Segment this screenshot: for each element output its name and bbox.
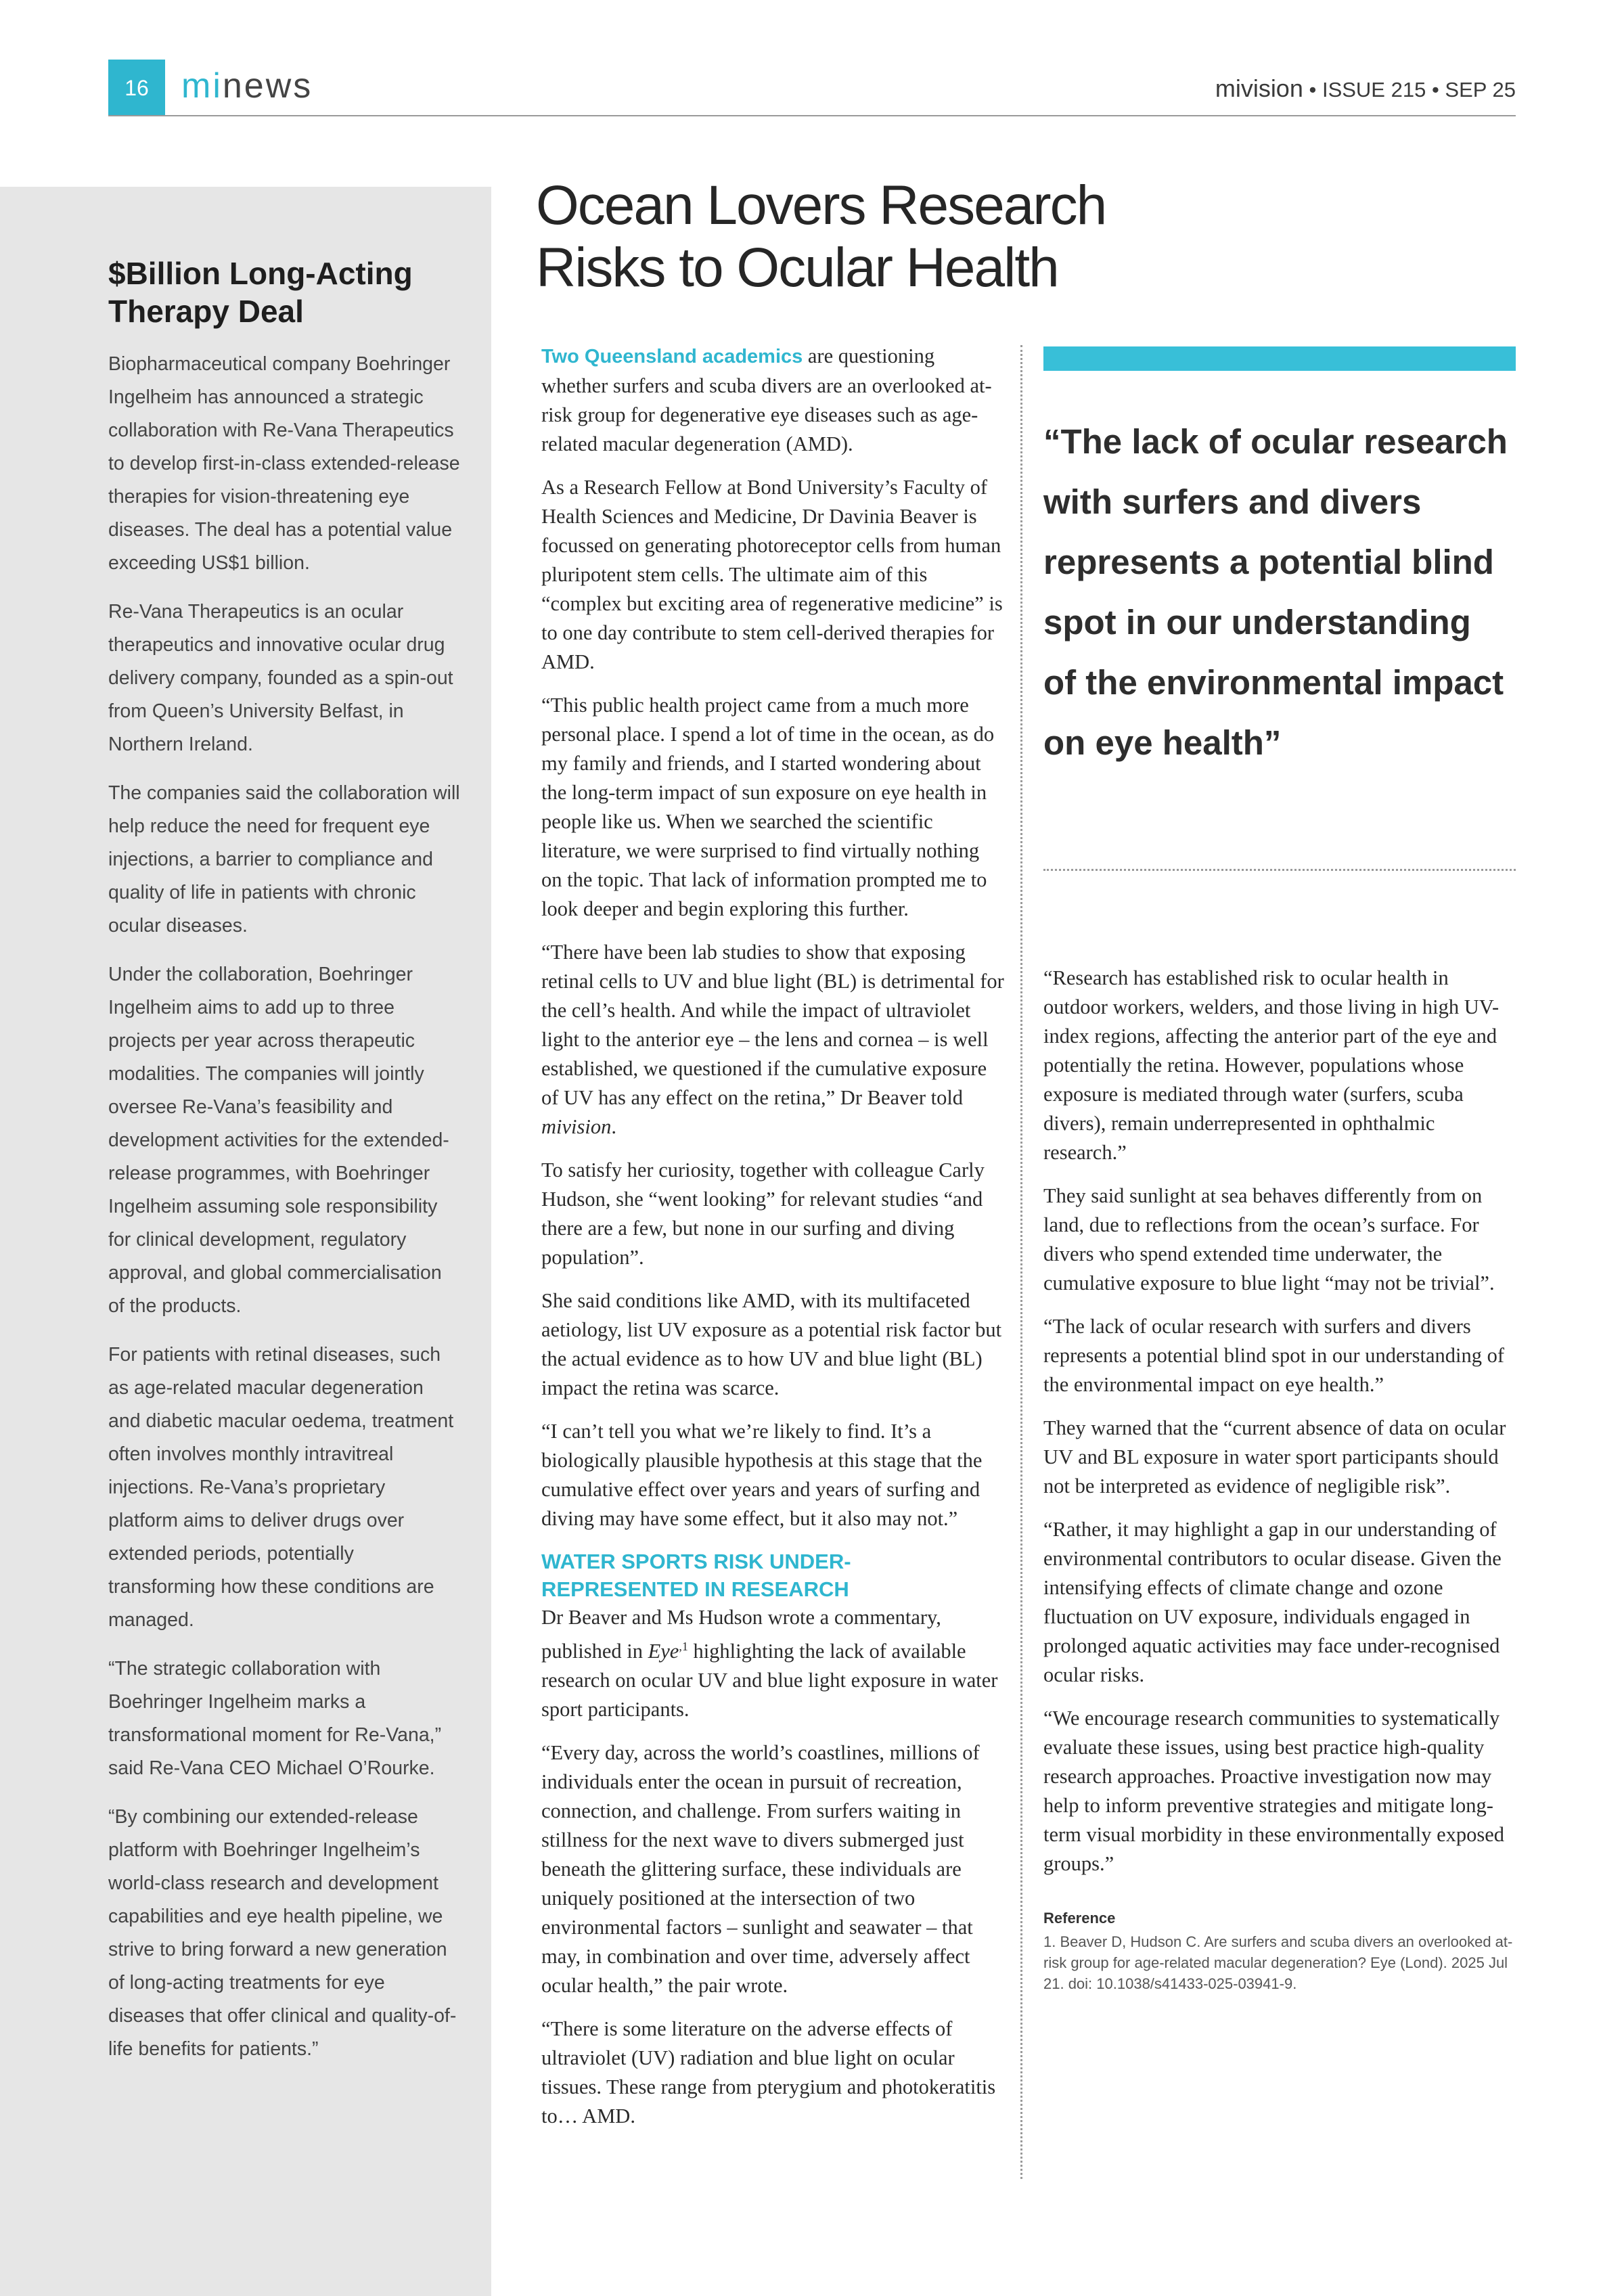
article-paragraph: “We encourage research communities to systematically evaluate these issues, using best practice high-quality research approaches. Proactive investigation now may help to inform preventive strategies and mitigate long-term visual morbidity in these environmentally exposed groups.” [1043,1707,1505,1875]
separator-2: • [1426,78,1445,102]
section-name [181,62,313,110]
lead-highlight: Two Queensland academics [541,346,803,367]
pull-quote-rule [1043,869,1516,871]
magazine-name: mivision [541,1115,612,1138]
reference-block [1043,1910,1517,1994]
article-paragraph: To satisfy her curiosity, together with colleague Carly Hudson, she “went looking” for relevant studies “and there are a few, but none in our surfing and diving population”. [541,1158,985,1269]
section-suffix: news [222,66,313,106]
article-paragraph: “There is some literature on the adverse effects of ultraviolet (UV) radiation and blue light on ocular tissues. These range from pterygium and photokeratitis to… AMD. [541,2017,996,2128]
article-column-right [1043,964,1517,1994]
sidebar-title: $Billion Long-Acting Therapy Deal [108,256,413,329]
article-paragraph: They said sunlight at sea behaves differently from on land, due to reflections from the ocean’s surface. For divers who spend extended time underwater, the cumulative exposure to blue light “may not be trivial”. [1043,1184,1495,1295]
brand-name: mivision [1215,74,1303,102]
article-paragraph: She said conditions like AMD, with its multifaceted aetiology, list UV exposure as a potential risk factor but the actual evidence as to how UV and blue light (BL) impact the retina was scarce. [541,1289,1002,1399]
lead-text: are questioning whether surfers and scuba divers are an overlooked at-risk group for degenerative eye diseases such as age-related macular degeneration (AMD). [541,344,992,455]
separator-1: • [1303,78,1322,102]
article-paragraph: “This public health project came from a much more personal place. I spend a lot of time in the ocean, as do my family and friends, and I started wondering about the long-term impact of sun exposure on eye health in people like us. When we searched the scientific literature, we were surprised to find virtually nothing on the topic. That lack of information prompted me to look deeper and begin exploring this further. [541,694,995,920]
article-paragraph: “I can’t tell you what we’re likely to find. It’s a biologically plausible hypothesis at this stage that the cumulative effect over years and years of surfing and diving may have some effect, but it also may not.” [541,1420,983,1530]
pull-quote: “The lack of ocular research with surfers and divers represents a potential blind spot in our understanding of the environmental impact on eye health” [1043,422,1508,762]
page-number: 16 [108,60,165,116]
sidebar-paragraph: Re-Vana Therapeutics is an ocular therapeutics and innovative ocular drug delivery company, founded as a spin-out from Queen’s University Belfast, in Northern Ireland. [108,601,453,755]
sidebar-paragraph: Biopharmaceutical company Boehringer Ingelheim has announced a strategic collaboration with Re-Vana Therapeutics to develop first-in-class extended-release therapies for vision-threatening eye diseases. The deal has a potential value exceeding US$1 billion. [108,353,460,574]
article-paragraph [541,938,1004,1142]
issue-number: ISSUE 215 [1322,78,1426,102]
article-column-middle [541,342,1004,2145]
sidebar-paragraph: The companies said the collaboration will help reduce the need for frequent eye injections, a barrier to compliance and quality of life in patients with chronic ocular diseases. [108,782,460,937]
article-paragraph: “The lack of ocular research with surfers and divers represents a potential blind spot in our understanding of the environmental impact on eye health.” [1043,1315,1505,1396]
article-paragraph: As a Research Fellow at Bond University’s Faculty of Health Sciences and Medicine, Dr Davinia Beaver is focussed on generating photoreceptor cells from human pluripotent stem cells. The ultimate aim of this “complex but exciting area of regenerative medicine” is to one day contribute to stem cell-derived therapies for AMD. [541,476,1003,673]
sidebar [0,187,491,2296]
reference-text: 1. Beaver D, Hudson C. Are surfers and scuba divers an overlooked at-risk group for age-related macular degeneration? Eye (Lond). 2025 Jul 21. doi: 10.1038/s41433-025-03941-9. [1043,1933,1513,1992]
sidebar-paragraph: Under the collaboration, Boehringer Ingelheim aims to add up to three projects per year across therapeutic modalities. The companies will jointly oversee Re-Vana’s feasibility and development activities for the extended-release programmes, with Boehringer Ingelheim assuming sole responsibility for clinical development, regulatory approval, and global commercialisation of the products. [108,964,449,1317]
sidebar-paragraph: “By combining our extended-release platform with Boehringer Ingelheim’s world-class research and development capabilities and eye health pipeline, we strive to bring forward a new generation of long-acting treatments for eye diseases that offer clinical and quality-of-life benefits for patients.” [108,1806,457,2060]
paragraph-text: highlighting the lack of available research on ocular UV and blue light exposure in water sport participants. [541,1640,998,1721]
sidebar-content [108,254,460,2081]
masthead [1215,74,1516,103]
header-rule [108,115,1516,116]
paragraph-text: “There have been lab studies to show that exposing retinal cells to UV and blue light (BL) is detrimental for the cell’s health. And while the impact of ultraviolet light to the anterior eye – the lens and cornea – is well established, we questioned if the cumulative exposure of UV has any effect on the retina,” Dr Beaver told [541,941,1004,1109]
article-paragraph: They warned that the “current absence of data on ocular UV and BL exposure in water sport participants should not be interpreted as evidence of negligible risk”. [1043,1416,1506,1498]
pull-quote-bar [1043,346,1516,371]
paragraph-text: Dr Beaver and Ms Hudson wrote a commentary, published in [541,1606,941,1663]
article-paragraph [541,1603,1004,1724]
column-divider [1020,345,1022,2179]
sidebar-paragraph: “The strategic collaboration with Boehringer Ingelheim marks a transformational moment for Re-Vana,” said Re-Vana CEO Michael O’Rourke. [108,1658,442,1779]
article-headline: Ocean Lovers Research Risks to Ocular Health [536,175,1106,298]
article-paragraph: “Rather, it may highlight a gap in our understanding of environmental contributors to ocular disease. Given the intensifying effects of climate change and ozone fluctuation on UV exposure, individuals engaged in prolonged aquatic activities may face under-recognised ocular risks. [1043,1518,1502,1686]
footnote-marker: ,1 [679,1640,688,1653]
article-lead [541,342,1004,459]
article-paragraph: “Every day, across the world’s coastlines, millions of individuals enter the ocean in pursuit of recreation, connection, and challenge. From surfers waiting in stillness for the next wave to divers submerged just beneath the glittering surface, these individuals are uniquely positioned at the intersection of two environmental factors – sunlight and seawater – that may, in combination and over time, adversely affect ocular health,” the pair wrote. [541,1741,980,1998]
section-prefix: mi [181,66,223,106]
reference-title: Reference [1043,1910,1116,1927]
issue-date: SEP 25 [1445,78,1516,102]
article-paragraph: “Research has established risk to ocular health in outdoor workers, welders, and those living in high UV-index regions, affecting the anterior part of the eye and potentially the retina. However, populations whose exposure is mediated through water (surfers, scuba divers), remain underrepresented in ophthalmic research.” [1043,966,1499,1164]
journal-name: Eye [648,1640,679,1663]
paragraph-end: . [611,1115,616,1138]
article-subhead: WATER SPORTS RISK UNDER-REPRESENTED IN RESEARCH [541,1550,851,1601]
sidebar-paragraph: For patients with retinal diseases, such as age-related macular degeneration and diabetic macular oedema, treatment often involves monthly intravitreal injections. Re-Vana’s proprietary platform aims to deliver drugs over extended periods, potentially transforming how these conditions are managed. [108,1344,454,1631]
